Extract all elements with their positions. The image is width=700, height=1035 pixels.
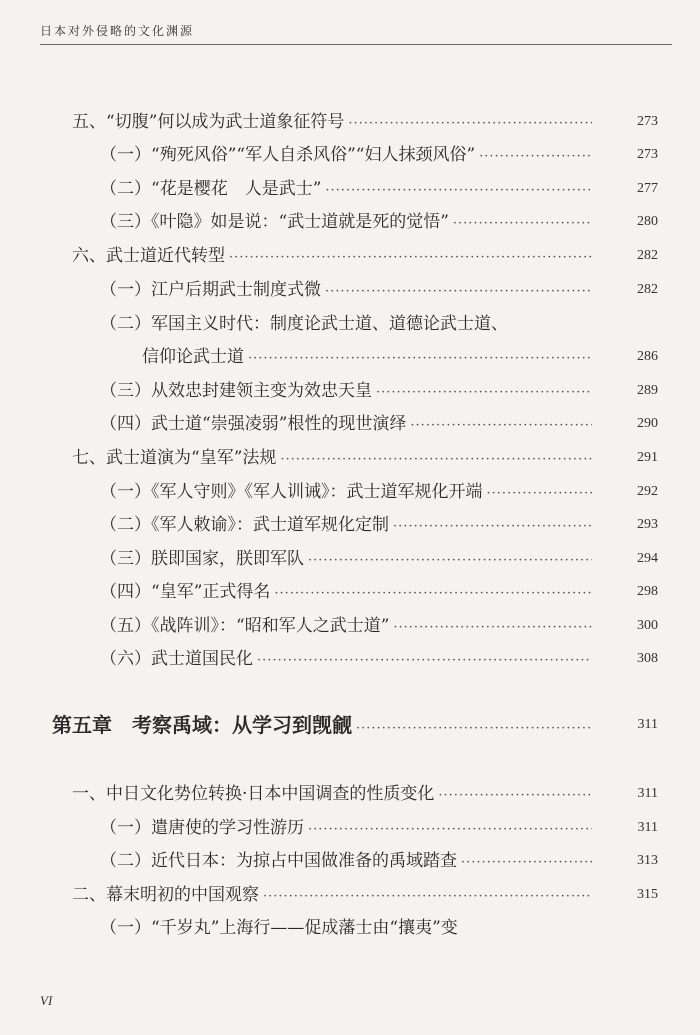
toc-entry-title-line1: （一）“千岁丸”上海行——促成藩士由“攘夷”变 — [100, 918, 458, 938]
toc-entry — [100, 480, 658, 506]
toc-entry-title: 一、中日文化势位转换·日本中国调查的性质变化 — [72, 784, 435, 804]
toc-entry-title: 六、武士道近代转型 — [72, 246, 225, 266]
leader-dots — [257, 649, 592, 673]
toc-entry — [72, 782, 658, 808]
toc-entry-page: 282 — [637, 248, 658, 263]
toc-entry-page: 293 — [637, 517, 658, 532]
toc-entry-page: 315 — [637, 887, 658, 902]
toc-entry — [100, 816, 658, 842]
leader-dots — [348, 112, 592, 136]
leader-dots — [410, 414, 592, 438]
toc-entry-title: （四）“皇军”正式得名 — [100, 582, 271, 602]
leader-dots — [393, 515, 592, 539]
toc-entry-title: 二、幕末明初的中国观察 — [72, 885, 259, 905]
toc-entry-title: （一）“殉死风俗”“军人自杀风俗”“妇人抹颈风俗” — [100, 145, 476, 165]
toc-entry-page: 289 — [637, 383, 658, 398]
toc-entry — [72, 244, 658, 270]
toc-entry-page: 298 — [637, 584, 658, 599]
toc-entry — [72, 883, 658, 909]
leader-dots — [461, 851, 592, 875]
toc-entry — [100, 513, 658, 539]
toc-entry-title: （四）武士道“崇强凌弱”根性的现世演绎 — [100, 414, 407, 434]
toc-entry-page: 291 — [637, 450, 658, 465]
toc-entry — [100, 647, 658, 673]
toc-entry-title: （一）江户后期武士制度式微 — [100, 280, 321, 300]
toc-entry-page: 311 — [637, 786, 658, 801]
leader-dots — [325, 179, 592, 203]
leader-dots — [325, 280, 592, 304]
toc-entry — [100, 379, 658, 405]
leader-dots — [263, 885, 592, 909]
toc-entry-page: 273 — [637, 147, 658, 162]
leader-dots — [438, 784, 592, 808]
leader-dots — [376, 381, 592, 405]
toc-entry-title: （五）《战阵训》：“昭和军人之武士道” — [100, 616, 390, 636]
toc-entry-page: 280 — [637, 214, 658, 229]
toc-entry — [100, 143, 658, 169]
toc-entry — [100, 210, 658, 236]
toc-entry-title: 七、武士道演为“皇军”法规 — [72, 448, 277, 468]
toc-entry-title: （三）《叶隐》如是说：“武士道就是死的觉悟” — [100, 212, 449, 232]
toc-entry — [100, 614, 658, 640]
toc-entry-page: 286 — [637, 349, 658, 364]
chapter-heading — [52, 711, 658, 743]
toc-entry-title: （二）《军人敕谕》：武士道军规化定制 — [100, 515, 389, 535]
toc-entry — [100, 849, 658, 875]
leader-dots — [453, 212, 592, 236]
toc-entry-page: 277 — [637, 181, 658, 196]
toc-entry-page: 308 — [637, 651, 658, 666]
toc-entry — [72, 110, 658, 136]
leader-dots — [393, 616, 592, 640]
toc-entry — [72, 446, 658, 472]
toc-entry-page: 273 — [637, 114, 658, 129]
toc-entry — [100, 278, 658, 304]
leader-dots — [487, 482, 593, 506]
toc-entry — [100, 547, 658, 573]
toc-entry-title: 信仰论武士道 — [142, 347, 244, 367]
toc-entry — [100, 177, 658, 203]
leader-dots — [280, 448, 592, 472]
leader-dots — [356, 715, 592, 743]
leader-dots — [308, 549, 592, 573]
toc-entry-title: （一）遣唐使的学习性游历 — [100, 818, 304, 838]
toc-entry-page: 311 — [637, 820, 658, 835]
chapter-page: 311 — [637, 717, 658, 732]
toc-entry-page: 292 — [637, 484, 658, 499]
toc-entry-page: 294 — [637, 551, 658, 566]
toc-entry — [142, 345, 658, 371]
toc-entry — [100, 412, 658, 438]
chapter-title: 第五章 考察禹域：从学习到觊觎 — [52, 713, 352, 737]
leader-dots — [479, 145, 592, 169]
page-number: VI — [40, 993, 53, 1008]
toc-entry-title-line1: （二）军国主义时代：制度论武士道、道德论武士道、 — [100, 314, 508, 334]
toc-entry-page: 282 — [637, 282, 658, 297]
leader-dots — [229, 246, 592, 270]
toc-entry-title: （二）“花是樱花 人是武士” — [100, 179, 322, 199]
leader-dots — [308, 818, 592, 842]
toc-entry-title: （六）武士道国民化 — [100, 649, 253, 669]
toc-entry-title: （三）从效忠封建领主变为效忠天皇 — [100, 381, 372, 401]
toc-entry-page: 313 — [637, 853, 658, 868]
toc-entry-title: 五、“切腹”何以成为武士道象征符号 — [72, 112, 345, 132]
leader-dots — [274, 582, 592, 606]
toc-entry-title: （三）朕即国家，朕即军队 — [100, 549, 304, 569]
leader-dots — [248, 347, 592, 371]
running-head: 日本对外侵略的文化渊源 — [40, 24, 195, 38]
toc-entry-title: （二）近代日本：为掠占中国做准备的禹域踏查 — [100, 851, 457, 871]
toc-entry — [100, 580, 658, 606]
toc-entry-title: （一）《军人守则》《军人训诫》：武士道军规化开端 — [100, 482, 483, 502]
toc-entry-page: 290 — [637, 416, 658, 431]
toc-entry-page: 300 — [637, 618, 658, 633]
